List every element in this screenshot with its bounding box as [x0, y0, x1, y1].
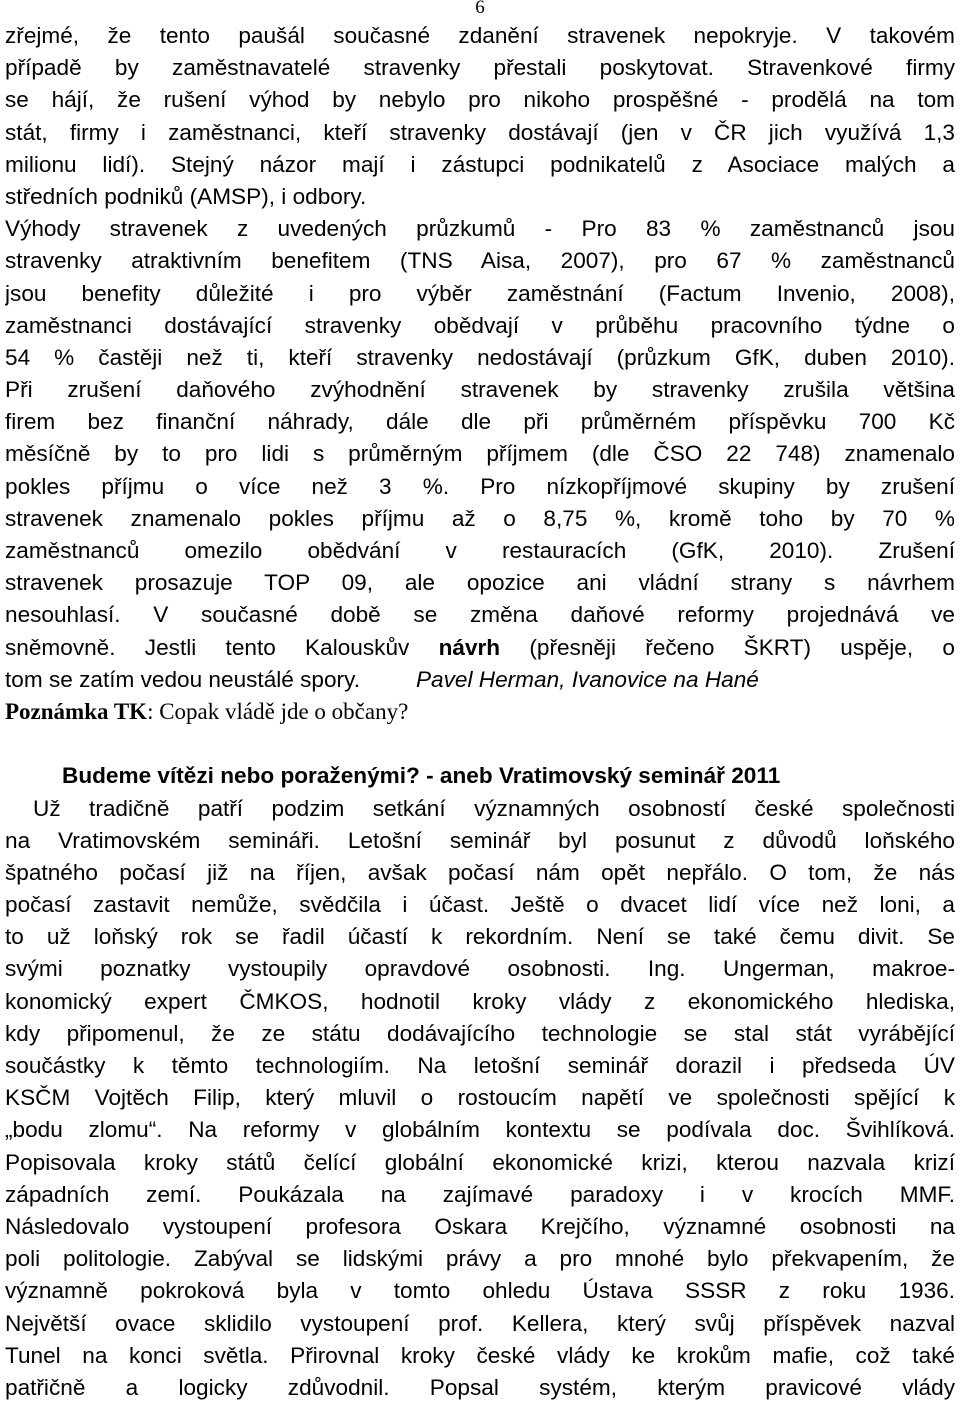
text-fragment: sněmovně. Jestli tento Kalouskův [5, 634, 439, 660]
text-line: se hájí, že rušení výhod by nebylo pro nikoho prospěšné - prodělá na tom [5, 87, 955, 113]
text-line: stravenky atraktivním benefitem (TNS Aisa, 2007), pro 67 % zaměstnanců [5, 248, 955, 274]
text-line: stravenek znamenalo pokles příjmu až o 8,75 %, kromě toho by 70 % [5, 505, 955, 531]
text-line: zaměstnanci dostávající stravenky obědvají v průběhu pracovního týdne o [5, 312, 955, 338]
text-line: svými poznatky vystoupily opravdové osobnosti. Ing. Ungerman, makroe- [5, 956, 955, 982]
text-line: případě by zaměstnavatelé stravenky přestali poskytovat. Stravenkové firmy [5, 55, 955, 81]
text-line: KSČM Vojtěch Filip, který mluvil o rostoucím napětí ve společnosti spějící k [5, 1085, 955, 1111]
text-line: součástky k těmto technologiím. Na letošní seminář dorazil i předseda ÚV [5, 1053, 955, 1078]
text-line: zaměstnanců omezilo obědvání v restauracích (GfK, 2010). Zrušení [5, 538, 955, 563]
text-line: jsou benefity důležité i pro výběr zaměstnání (Factum Invenio, 2008), [5, 280, 955, 306]
text-line: špatného počasí již na říjen, avšak počasí nám opět nepřálo. O tom, že nás [5, 859, 955, 885]
article-body [5, 20, 955, 1404]
text-line: na Vratimovském semináři. Letošní seminář byl posunut z důvodů loňského [5, 827, 955, 853]
text-line: Výhody stravenek z uvedených průzkumů - Pro 83 % zaměstnanců jsou [5, 216, 955, 242]
text-line: patřičně a logicky zdůvodnil. Popsal systém, kterým pravicové vlády [5, 1374, 955, 1400]
note-text: : Copak vládě jde o občany? [147, 698, 409, 724]
text-line: Největší ovace sklidilo vystoupení prof. Kellera, který svůj příspěvek nazval [5, 1310, 955, 1336]
text-line: Popisovala kroky států čelící globální ekonomické krizi, kterou nazvala krizí [5, 1149, 955, 1175]
text-line: stravenek prosazuje TOP 09, ale opozice ani vládní strany s návrhem [5, 570, 955, 596]
editor-note [5, 696, 955, 728]
text-line: pokles příjmu o více než 3 %. Pro nízkopříjmové skupiny by zrušení [5, 473, 955, 499]
text-line [5, 664, 955, 696]
bold-word: návrh [438, 634, 501, 660]
text-line: zřejmé, že tento paušál současné zdanění stravenek nepokryje. V takovém [5, 23, 955, 48]
text-line: Následovalo vystoupení profesora Oskara Krejčího, významné osobnosti na [5, 1213, 955, 1239]
text-line: stát, firmy i zaměstnanci, kteří stravenky dostávají (jen v ČR jich využívá 1,3 [5, 119, 955, 145]
text-line: milionu lidí). Stejný názor mají i zástupci podnikatelů z Asociace malých a [5, 151, 955, 177]
text-line: firem bez finanční náhrady, dále dle při průměrném příspěvku 700 Kč [5, 409, 955, 435]
text-line: nesouhlasí. V současné době se změna daňové reformy projednává ve [5, 602, 955, 628]
text-line: to už loňský rok se řadil účastí k rekordním. Není se také čemu divit. Se [5, 924, 955, 950]
text-fragment: (přesněji řečeno ŠKRT) uspěje, o [500, 634, 955, 660]
text-line: významně pokroková byla v tomto ohledu Ústava SSSR z roku 1936. [5, 1278, 955, 1304]
text-line: konomický expert ČMKOS, hodnotil kroky vlády z ekonomického hlediska, [5, 988, 955, 1014]
text-line: západních zemí. Poukázala na zajímavé paradoxy i v krocích MMF. [5, 1181, 955, 1207]
text-line: počasí zastavit nemůže, svědčila i účast. Ještě o dvacet lidí více než loni, a [5, 892, 955, 918]
article-heading: Budeme vítězi nebo poraženými? - aneb Vratimovský seminář 2011 [62, 763, 781, 789]
text-line: 54 % častěji než ti, kteří stravenky nedostávají (průzkum GfK, duben 2010). [5, 344, 955, 370]
text-fragment: tom se zatím vedou neustálé spory. [5, 666, 360, 692]
text-line: středních podniků (AMSP), i odbory. [5, 183, 367, 209]
text-line [5, 632, 955, 664]
text-line: „bodu zlomu“. Na reformy v globálním kontextu se podívala doc. Švihlíková. [5, 1117, 955, 1143]
text-line: poli politologie. Zabýval se lidskými právy a pro mnohé bylo překvapením, že [5, 1246, 955, 1272]
text-line: Tunel na konci světla. Přirovnal kroky české vlády ke krokům mafie, což také [5, 1342, 955, 1368]
author-signature: Pavel Herman, Ivanovice na Hané [415, 666, 759, 692]
page-number: 6 [475, 0, 485, 18]
note-label: Poznámka TK [5, 698, 148, 724]
text-line: kdy připomenul, že ze státu dodávajícího technologie se stal stát vyrábějící [5, 1020, 955, 1046]
text-line: Při zrušení daňového zvýhodnění stravenek by stravenky zrušila většina [5, 377, 955, 403]
text-line: Už tradičně patří podzim setkání významných osobností české společnosti [33, 795, 955, 821]
text-line: měsíčně by to pro lidi s průměrným příjmem (dle ČSO 22 748) znamenalo [5, 441, 955, 467]
spacer [5, 728, 955, 760]
